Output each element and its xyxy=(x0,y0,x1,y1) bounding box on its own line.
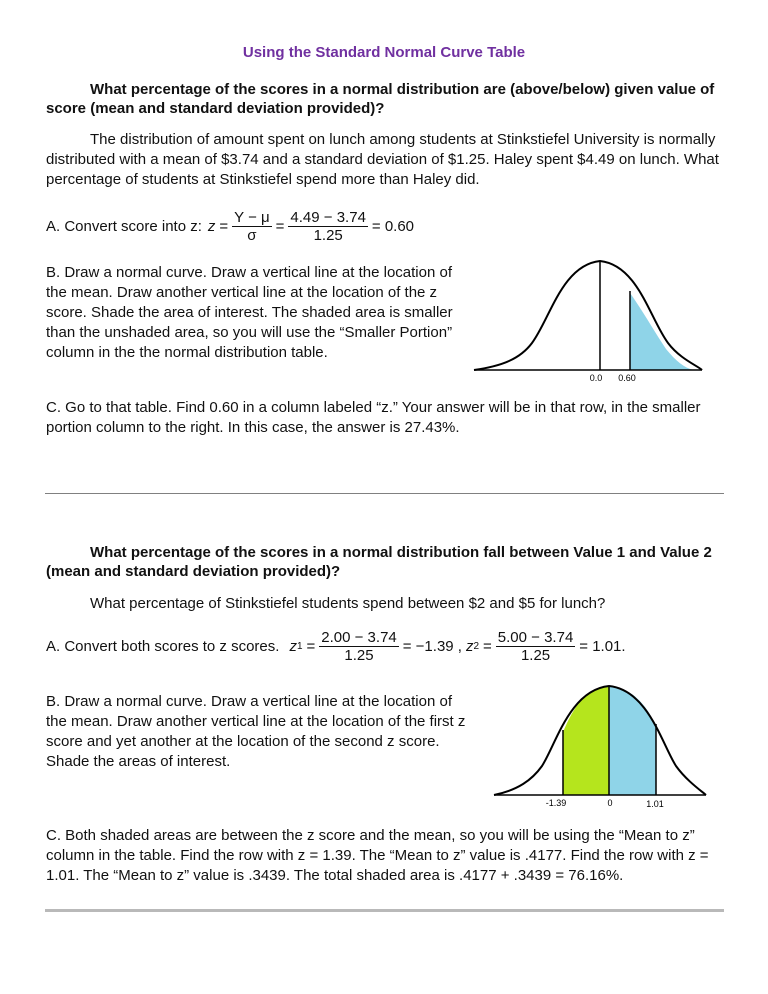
label-z: 0.60 xyxy=(618,373,636,383)
z-formula-denominator: σ xyxy=(232,226,271,244)
z1-denominator: 1.25 xyxy=(319,646,398,664)
label-mean: 0.0 xyxy=(589,373,603,383)
section2-step-a xyxy=(46,626,626,666)
z-value-denominator: 1.25 xyxy=(288,226,367,244)
z2-fraction xyxy=(496,629,575,664)
page-title: Using the Standard Normal Curve Table xyxy=(242,44,526,61)
z1-subscript: 1 xyxy=(296,640,303,652)
z2-subscript: 2 xyxy=(473,640,480,652)
z2-symbol: z xyxy=(465,637,474,655)
divider xyxy=(45,493,724,494)
equals: = xyxy=(275,217,285,235)
normal-curve-figure-1 xyxy=(470,255,710,385)
z-symbol: z xyxy=(207,217,216,235)
z-formula-fraction xyxy=(232,209,271,244)
section1-problem: The distribution of amount spent on lunch among students at Stinkstiefel University is normally distributed with a mean of $3.74 and a standard deviation of $1.25. Haley spent $4.49 on lunch. What percentage of students at Stinkstiefel spend more than Haley did. xyxy=(46,131,719,188)
section1-step-a xyxy=(46,206,414,246)
z-formula-numerator: Y − μ xyxy=(234,208,270,226)
label-mean: 0 xyxy=(607,798,613,808)
z-value-numerator: 4.49 − 3.74 xyxy=(290,208,366,226)
label-z2: 1.01 xyxy=(646,799,664,809)
section2-step-b: B. Draw a normal curve. Draw a vertical line at the location of the mean. Draw another vertical line at the location of the first z score and yet another at the location of the second z score. Shade the areas of interest. xyxy=(46,693,466,770)
section1-step-c: C. Go to that table. Find 0.60 in a column labeled “z.” Your answer will be in that row, in the smaller portion column to the right. In this case, the answer is 27.43%. xyxy=(46,399,701,436)
z1-result: = −1.39 , xyxy=(402,637,462,655)
step-a-label: A. Convert score into z: xyxy=(46,217,202,235)
equals: = xyxy=(306,637,316,655)
z2-result: = 1.01. xyxy=(579,637,626,655)
z1-numerator: 2.00 − 3.74 xyxy=(321,628,397,646)
z2-numerator: 5.00 − 3.74 xyxy=(497,628,574,646)
z2-denominator: 1.25 xyxy=(496,646,575,664)
shaded-area-left xyxy=(563,686,609,795)
step-a-label: A. Convert both scores to z scores. xyxy=(46,637,280,655)
equals: = xyxy=(219,217,229,235)
section2-problem: What percentage of Stinkstiefel students spend between $2 and $5 for lunch? xyxy=(90,595,606,612)
label-z1: -1.39 xyxy=(545,798,567,808)
bottom-divider xyxy=(45,909,724,912)
section2-question: What percentage of the scores in a normal distribution fall between Value 1 and Value 2 (mean and standard deviation provided)? xyxy=(46,544,712,580)
z-value-fraction xyxy=(288,209,367,244)
z-result: = 0.60 xyxy=(371,217,415,235)
normal-curve-figure-2 xyxy=(490,680,710,810)
z1-fraction xyxy=(319,629,398,664)
section1-question: What percentage of the scores in a normal distribution are (above/below) given value of score (mean and standard deviation provided)? xyxy=(46,81,715,117)
shaded-area-right xyxy=(609,686,656,795)
section1-step-b: B. Draw a normal curve. Draw a vertical line at the location of the mean. Draw another vertical line at the location of the z score. Shade the area of interest. The shaded area is smaller than the unshaded area, so you will use the “Smaller Portion” column in the the normal distribution table. xyxy=(46,264,453,361)
z1-symbol: z xyxy=(289,637,297,655)
equals: = xyxy=(483,637,492,655)
section2-step-c: C. Both shaded areas are between the z score and the mean, so you will be using the “Mean to z” column in the table. Find the row with z = 1.39. The “Mean to z” value is .4177. Find the row with z = 1.01. The “Mean to z” value is .3439. The total shaded area is .4177 + .3439 = 76.16%. xyxy=(46,827,709,884)
